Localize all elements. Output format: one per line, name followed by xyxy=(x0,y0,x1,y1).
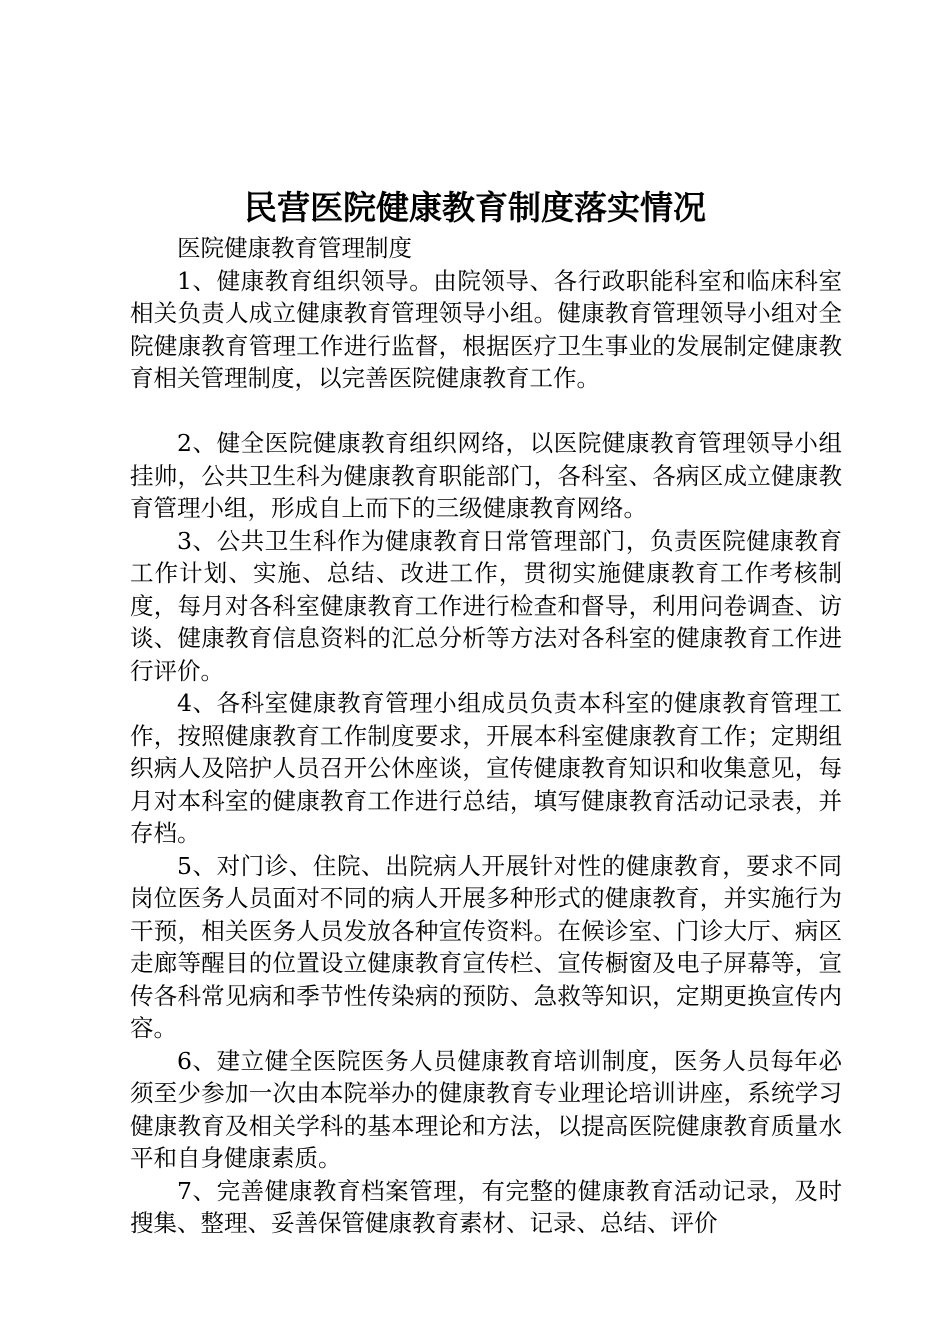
section-heading: 医院健康教育管理制度 xyxy=(177,234,412,262)
paragraph-1: 1、健康教育组织领导。由院领导、各行政职能科室和临床科室相关负责人成立健康教育管理领导小组。健康教育管理领导小组对全院健康教育管理工作进行监督，根据医疗卫生事业的发展制定健康教育相关管理制度，以完善医院健康教育工作。 xyxy=(130,266,842,392)
paragraph-7: 7、完善健康教育档案管理，有完整的健康教育活动记录，及时搜集、整理、妥善保管健康教育素材、记录、总结、评价 xyxy=(130,1176,842,1237)
paragraph-4: 4、各科室健康教育管理小组成员负责本科室的健康教育管理工作，按照健康教育工作制度要求，开展本科室健康教育工作；定期组织病人及陪护人员召开公休座谈，宣传健康教育知识和收集意见，每月对本科室的健康教育工作进行总结，填写健康教育活动记录表，并存档。 xyxy=(130,689,842,847)
paragraph-6: 6、建立健全医院医务人员健康教育培训制度，医务人员每年必须至少参加一次由本院举办的健康教育专业理论培训讲座，系统学习健康教育及相关学科的基本理论和方法，以提高医院健康教育质量水平和自身健康素质。 xyxy=(130,1046,842,1172)
document-body xyxy=(130,232,842,1240)
document-title: 民营医院健康教育制度落实情况 xyxy=(244,188,706,227)
paragraph-5: 5、对门诊、住院、出院病人开展针对性的健康教育，要求不同岗位医务人员面对不同的病人开展多种形式的健康教育，并实施行为干预，相关医务人员发放各种宣传资料。在候诊室、门诊大厅、病区走廊等醒目的位置设立健康教育宣传栏、宣传橱窗及电子屏幕等，宣传各科常见病和季节性传染病的预防、急救等知识，定期更换宣传内容。 xyxy=(130,851,842,1042)
paragraph-2: 2、健全医院健康教育组织网络，以医院健康教育管理领导小组挂帅，公共卫生科为健康教育职能部门，各科室、各病区成立健康教育管理小组，形成自上而下的三级健康教育网络。 xyxy=(130,429,842,522)
paragraph-3: 3、公共卫生科作为健康教育日常管理部门，负责医院健康教育工作计划、实施、总结、改进工作，贯彻实施健康教育工作考核制度，每月对各科室健康教育工作进行检查和督导，利用问卷调查、访谈、健康教育信息资料的汇总分析等方法对各科室的健康教育工作进行评价。 xyxy=(130,526,842,685)
